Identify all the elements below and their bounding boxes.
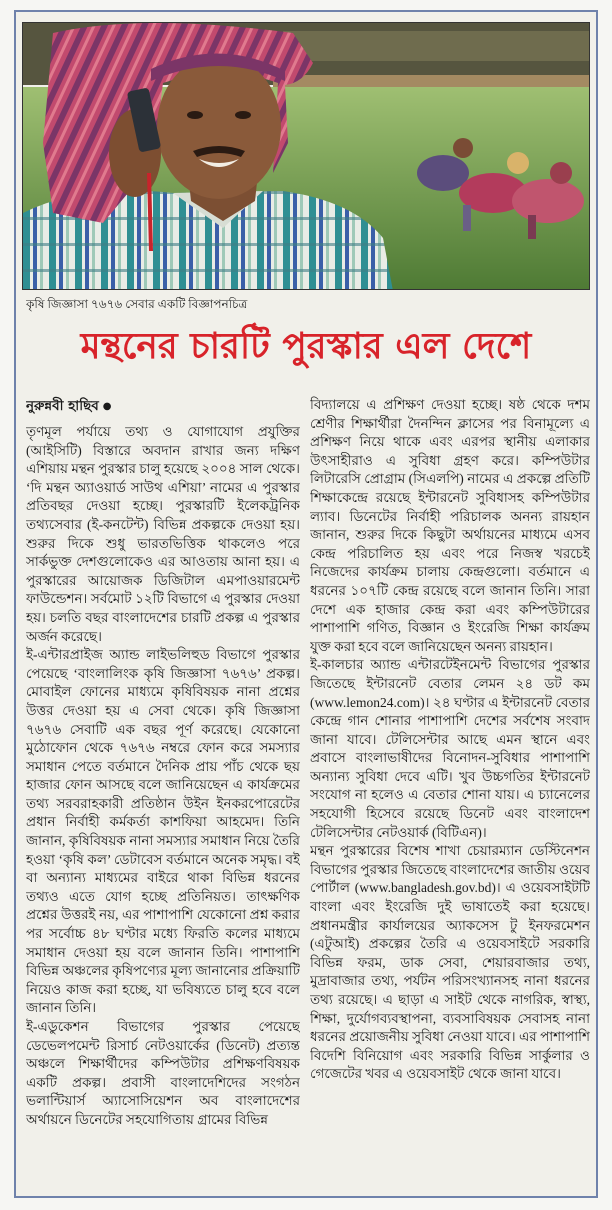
left-eye bbox=[187, 111, 203, 119]
byline bbox=[26, 396, 300, 417]
author-name: নুরুন্নবী হাছিব bbox=[26, 398, 99, 414]
headline: মন্থনের চারটি পুরস্কার এল দেশে bbox=[80, 326, 532, 367]
photo-caption: কৃষি জিজ্ঞাসা ৭৬৭৬ সেবার একটি বিজ্ঞাপনচিত্র bbox=[26, 297, 248, 311]
right-eye bbox=[235, 111, 251, 119]
article-column-right bbox=[310, 396, 590, 1188]
article-paragraph: ই-কালচার অ্যান্ড এন্টারটেইনমেন্ট বিভাগের পুরস্কার জিতেছে ইন্টারনেট বেতার লেমন ২৪ ডট কম (www.lemon24.com)। ২৪ ঘণ্টার এ ইন্টারনেট বেতার কেন্দ্রে গান শোনার পাশাপাশি দেশের সর্বশেষ সংবাদ জানা যাবে। টেলিসেন্টার আছে এমন স্থানে এবং প্রবাসে বাংলাভাষীদের বিনোদন-সুবিধার পাশাপাশি অন্যান্য সুবিধা দেবে এটি। খুব উচ্চগতির ইন্টারনেট সংযোগ না হলেও এ বেতার শোনা যায়। এ চ্যানেলের সহযোগী হিসেবে রয়েছে ডিনেট এবং বাংলাদেশ টেলিসেন্টার নেটওয়ার্ক (বিটিএন)। bbox=[310, 657, 590, 840]
byline-bullet: ● bbox=[102, 401, 112, 412]
photo-illustration bbox=[23, 23, 590, 290]
face bbox=[157, 55, 281, 199]
phone-cord bbox=[149, 173, 151, 251]
newspaper-clipping bbox=[14, 10, 598, 1198]
article-paragraph: তৃণমূল পর্যায়ে তথ্য ও যোগাযোগ প্রযুক্তির (আইসিটি) বিস্তারে অবদান রাখার জন্য দক্ষিণ এশিয়ায় মন্থন পুরস্কার চালু হয়েছে ২০০৪ সাল থেকে। ‘দি মন্থন অ্যাওয়ার্ড সাউথ এশিয়া’ নামের এ পুরস্কার প্রতিবছর দেওয়া হচ্ছে। পুরস্কারটি ইলেকট্রনিক তথ্যসেবার (ই-কনটেন্ট) বিভিন্ন প্রকল্পকে দেওয়া হয়। শুরুর দিকে শুধু ভারতভিত্তিক থাকলেও পরে সার্কভুক্ত দেশগুলোকেও এর আওতায় আনা হয়। এ পুরস্কারের আয়োজক ডিজিটাল এমপাওয়ারমেন্ট ফাউন্ডেশন। সর্বমোট ১২টি বিভাগে এ পুরস্কার দেওয়া হয়। চলতি বছর বাংলাদেশের চারটি প্রকল্প এ পুরস্কার অর্জন করেছে। bbox=[26, 424, 300, 644]
article-column-left bbox=[26, 396, 300, 1188]
article-paragraph: মন্থন পুরস্কারের বিশেষ শাখা চেয়ারম্যান ডেস্টিনেশন বিভাগের পুরস্কার জিতেছে বাংলাদেশের জাতীয় ওয়েব পোর্টাল (www.bangladesh.gov.bd)। এ ওয়েবসাইটটি বাংলা এবং ইংরেজি দুই ভাষাতেই করা হয়েছে। প্রধানমন্ত্রীর কার্যালয়ের অ্যাকসেস টু ইনফরমেশন (এটুআই) প্রকল্পের তৈরি এ ওয়েবসাইটে সরকারি বিভিন্ন ফরম, ডাক সেবা, শেয়ারবাজার তথ্য, মুদ্রাবাজার তথ্য, পর্যটন পরিসংখ্যানসহ নানা ধরনের তথ্য রয়েছে। এ ছাড়া এ সাইট থেকে নাগরিক, স্বাস্থ্য, শিক্ষা, দুর্যোগব্যবস্থাপনা, ব্যবসাবিষয়ক সেবাসহ নানা ধরনের প্রয়োজনীয় সুবিধা নেওয়া যাবে। এর পাশাপাশি বিদেশি বিনিয়োগ এবং সরকারি বিভিন্ন সার্কুলার ও গেজেটের খবর এ ওয়েবসাইট থেকে জানা যাবে। bbox=[310, 843, 590, 1082]
article-paragraph: ই-এন্টারপ্রাইজ অ্যান্ড লাইভলিহুড বিভাগে পুরস্কার পেয়েছে ‘বাংলালিংক কৃষি জিজ্ঞাসা ৭৬৭৬’ প্রকল্প। মোবাইল ফোনের মাধ্যমে কৃষিবিষয়ক নানা প্রশ্নের উত্তর দেওয়া হয় এ সেবা থেকে। কৃষি জিজ্ঞাসা ৭৬৭৬ সেবাটি এক বছর পূর্ণ করেছে। যেকোনো মুঠোফোন থেকে ৭৬৭৬ নম্বরে ফোন করে সমস্যার সমাধান পেতে বর্তমানে দৈনিক প্রায় পাঁচ থেকে ছয় হাজার ফোন আসছে বলে জানিয়েছেন এ কার্যক্রমের তথ্য সরবরাহকারী প্রতিষ্ঠান উইন ইনকরপোরেটের প্রধান নির্বাহী কর্মকর্তা কাশফিয়া আহমেদ। তিনি জানান, কৃষিবিষয়ক নানা সমস্যার সমাধান নিয়ে তৈরি হওয়া ‘কৃষি কল’ ডেটাবেস বর্তমানে অনেক সমৃদ্ধ। বই বা অন্যান্য মাধ্যমের বাইরে থাকা বিভিন্ন ধরনের তথ্যও এতে যোগ হচ্ছে প্রতিনিয়ত। তাৎক্ষণিক প্রশ্নের উত্তরই নয়, এর পাশাপাশি যেকোনো প্রশ্ন করার পর সর্বোচ্চ ৪৮ ঘণ্টার মধ্যে ফিরতি কলের মাধ্যমে সমাধান দেওয়া হয় বলে জানান তিনি। পাশাপাশি বিভিন্ন অঞ্চলের কৃষিপণ্যের মূল্য জানানোর প্রক্রিয়াটি নিয়েও কাজ করা হচ্ছে, যা ভবিষ্যতে চালু হবে বলে জানান তিনি। bbox=[26, 647, 300, 1016]
tree-highlight bbox=[283, 31, 590, 61]
advertisement-photo bbox=[22, 22, 590, 290]
article-paragraph-continued: বিদ্যালয়ে এ প্রশিক্ষণ দেওয়া হচ্ছে। ষষ্ঠ থেকে দশম শ্রেণীর শিক্ষার্থীরা দৈনন্দিন ক্লাসের পর বিনামূল্যে এ প্রশিক্ষণ নিয়ে থাকে এবং এরপর স্থানীয় এলাকার উৎসাহীরাও এ সুবিধা গ্রহণ করে। কম্পিউটার লিটারেসি প্রোগ্রাম (সিএলপি) নামের এ প্রকল্পে প্রতিটি শিক্ষাকেন্দ্রে রয়েছে ইন্টারনেট সুবিধাসহ কম্পিউটার ল্যাব। ডিনেটের নির্বাহী পরিচালক অনন্য রায়হান জানান, শুরুর দিকে কিছুটা অর্থায়নের মাধ্যমে এসব কেন্দ্র পরিচালিত হয় এবং পরে নিজস্ব খরচেই নিজেদের কার্যক্রম চালায় কেন্দ্রগুলো। বর্তমানে এ ধরনের ১০৭টি কেন্দ্র রয়েছে বলে জানান তিনি। সারা দেশে এক হাজার কেন্দ্র করা এবং কম্পিউটারের পাশাপাশি গণিত, বিজ্ঞান ও ইংরেজি শিক্ষা কার্যক্রম যুক্ত করা হবে বলে জানিয়েছেন অনন্য রায়হান। bbox=[310, 397, 590, 654]
article-paragraph: ই-এডুকেশন বিভাগের পুরস্কার পেয়েছে ডেভেলপমেন্ট রিসার্চ নেটওয়ার্কের (ডিনেট) প্রত্যন্ত অঞ্চলে শিক্ষার্থীদের কম্পিউটার প্রশিক্ষণবিষয়ক একটি প্রকল্প। প্রবাসী বাংলাদেশিদের সংগঠন ভলান্টিয়ার্স অ্যাসোসিয়েশন অব বাংলাদেশের অর্থায়নে ডিনেটের সহযোগিতায় গ্রামের বিভিন্ন bbox=[26, 1019, 300, 1127]
